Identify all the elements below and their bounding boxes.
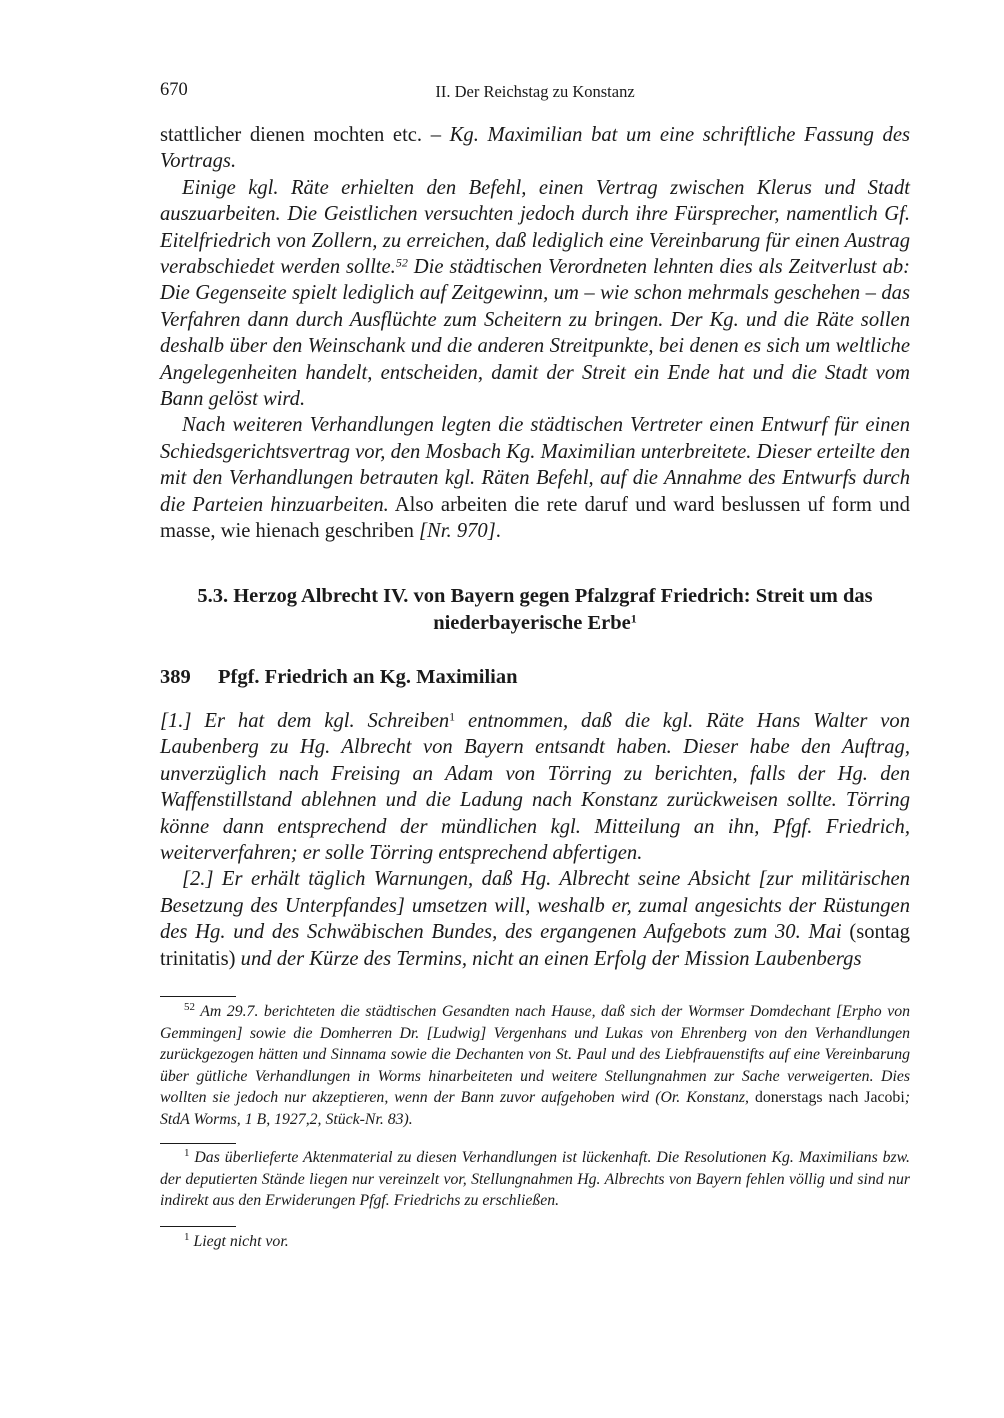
document-title: Pfgf. Friedrich an Kg. Maximilian [218, 666, 518, 688]
text-run: . [495, 520, 501, 543]
text-run-italic: Einige kgl. Räte erhielten den Befehl, einen Vertrag zwischen Klerus und Stadt auszuarbeiten. Die Geistlichen versuchten jedoch durch ihre Fürsprecher, namentlich Gf. Eitelfriedrich von Zollern, zu erreichen, daß lediglich eine Vereinbarung für einen Austrag verabschiedet werden sollte. [160, 176, 910, 279]
section-heading-line-2: niederbayerische Erbe [433, 612, 631, 634]
text-run-italic: Die städtischen Verordneten lehnten dies als Zeitverlust ab: Die Gegenseite spielt lediglich auf Zeitgewinn, um – wie schon mehrmals geschehen – das Verfahren dann durch Ausflüchte zum Scheitern zu bringen. Der Kg. und die Räte sollen deshalb über den Weinschank und die anderen Streitpunkte, bei denen es sich um weltliche Angelegenheiten handelt, entscheiden, damit der Streit ein Ende hat und die Stadt vom Bann gelöst wird. [160, 256, 910, 411]
document-heading [160, 664, 910, 691]
body-text-block-1 [160, 122, 910, 545]
section-heading [160, 583, 910, 637]
text-run: (sontag trinitatis) [160, 921, 910, 970]
footnote-text [160, 1231, 910, 1253]
text-run-italic: Nach weiteren Verhandlungen legten die städtischen Vertreter einen Entwurf für einen Schiedsgerichtsvertrag vor, den Mosbach Kg. Maximilian unterbreitete. Dieser erteilte den mit den Verhandlungen betrauten kgl. Räten Befehl, auf die Annahme des Entwurfs durch die Parteien hinzuarbeiten. [160, 414, 910, 516]
paragraph [160, 708, 910, 866]
text-run-italic: und der Kürze des Termins, nicht an einen Erfolg der Mission Laubenbergs [235, 947, 862, 970]
footnote-divider [160, 1226, 236, 1227]
page-number: 670 [160, 80, 188, 100]
footnote-text [160, 1147, 910, 1212]
footnote-text-run: Das überlieferte Aktenmaterial zu diesen Verhandlungen ist lückenhaft. Die Resolutionen Kg. Maximilians bzw. der deputierten Stände liegen nur vereinzelt vor, Stellungnahmen Hg. Albrechts von Bayern fehlen völlig und sind nur indirekt aus den Erwiderungen Pfgf. Friedrichs zu erschließen. [160, 1149, 910, 1210]
footnote-ref[interactable]: 1 [630, 611, 637, 626]
footnote-1a [160, 1147, 910, 1212]
section-heading-line-1: 5.3. Herzog Albrecht IV. von Bayern gegen Pfalzgraf Friedrich: Streit um das [197, 585, 873, 607]
text-run: Also arbeiten die rete daruf und ward beslussen uf form und masse, wie hienach geschriben [160, 493, 910, 543]
footnote-number: 52 [184, 1000, 195, 1013]
footnote-number: 1 [184, 1230, 190, 1243]
text-run-italic: [2.] Er erhält täglich Warnungen, daß Hg. Albrecht seine Absicht [zur militärischen Besetzung des Unterpfandes] umsetzen will, weshalb er, zumal angesichts der Rüstungen des Hg. und des Schwäbischen Bundes, des ergangenen Aufgebots zum 30. Mai [160, 868, 910, 944]
footnote-divider [160, 996, 236, 997]
footnote-text-run: Liegt nicht vor. [189, 1233, 289, 1250]
page-header [160, 80, 910, 108]
footnote-text-run: Am 29.7. berichteten die städtischen Gesandten nach Hause, daß sich der Wormser Domdechant [Erpho von Gemmingen] sowie die Domherren Dr. [Ludwig] Vergenhans und Lukas von Ehrenberg von den Verhandlungen zurückgezogen hätten und Sinnama sowie die Dechanten von St. Paul und des Liebfrauenstifts auf eine Vereinbarung über gütliche Verhandlungen in Worms hinarbeiteten und weitere Stellungnahmen zur Sache verweigerten. Dies wollten sie jedoch nur akzeptieren, wenn der Bann zuvor aufgehoben wird (Or. Konstanz, [160, 1003, 910, 1107]
document-number: 389 [160, 666, 191, 688]
text-run-italic: [1.] Er hat dem kgl. Schreiben [160, 710, 450, 732]
footnote-text [160, 1001, 910, 1131]
running-head: II. Der Reichstag zu Konstanz [435, 82, 635, 101]
footnote-ref[interactable]: 52 [395, 255, 408, 270]
footnote-1b [160, 1231, 910, 1253]
footnote-text-run: ; StdA Worms, 1 B, 1927,2, Stück-Nr. 83). [160, 1089, 910, 1128]
footnote-divider [160, 1143, 236, 1144]
footnote-52 [160, 1001, 910, 1131]
text-run-italic: entnommen, daß die kgl. Räte Hans Walter von Laubenberg zu Hg. Albrecht von Bayern entsandt haben. Dieser habe den Auftrag, unverzüglich nach Freising an Adam von Törring zu berichten, falls der Hg. den Waffenstillstand ablehnen und die Ladung nach Konstanz zurückweisen sollte. Törring könne dann entsprechend der mündlichen kgl. Mitteilung an ihn, Pfgf. Friedrich, weiterverfahren; er solle Törring entsprechend abfertigen. [160, 710, 910, 865]
footnote-text-run: donerstags nach Jacobi [748, 1089, 905, 1107]
body-text-block-2 [160, 708, 910, 972]
text-run-italic: Kg. Maximilian bat um eine schriftliche Fassung des Vortrags. [160, 124, 910, 173]
paragraph [160, 866, 910, 972]
text-run: stattlicher dienen mochten etc. – [160, 124, 450, 146]
footnote-ref[interactable]: 1 [449, 709, 456, 724]
paragraph [160, 175, 910, 413]
paragraph [160, 122, 910, 175]
footnote-number: 1 [184, 1146, 190, 1159]
paragraph [160, 412, 910, 544]
page [160, 0, 910, 1418]
cross-reference: [Nr. 970] [419, 520, 496, 543]
